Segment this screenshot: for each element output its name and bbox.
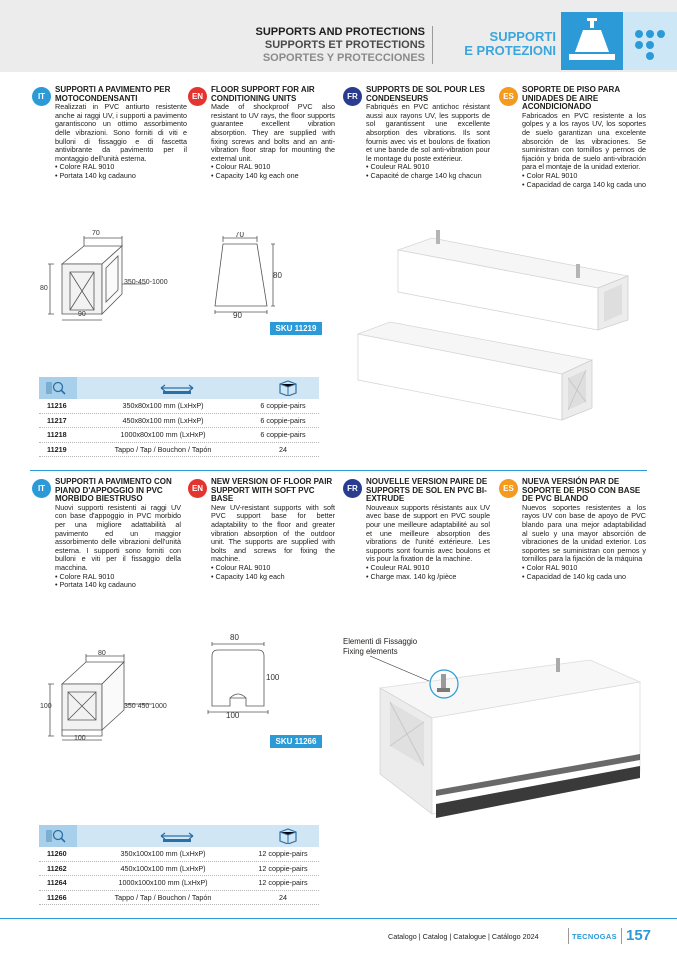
lang-badge-en: EN [188,479,207,498]
section2-product-photo [340,654,647,834]
section1-en-bullet-1: • Colour RAL 9010 [211,162,271,172]
section-titles [256,26,426,65]
package-icon [277,380,299,396]
section1-es-title: SOPORTE DE PISO PARA UNIDADES DE AIRE ACONDICIONADO [522,85,620,112]
section1-en-title: FLOOR SUPPORT FOR AIR CONDITIONING UNITS [211,85,315,103]
title-es: SOPORTES Y PROTECCIONES [262,52,425,64]
section1-en-bullet-2: • Capacity 140 kg each one [211,170,299,180]
dim-iso-top: 80 [98,650,106,657]
package-icon [277,828,299,844]
table-header-band [77,377,319,399]
dim-iso-length: 350-450-1000 [124,279,168,286]
dimensions-icon [157,829,197,843]
row-code: 11264 [47,878,67,887]
dim-front-side: 100 [266,673,280,682]
section2-fr-body: Nouveaux supports résistants aux UV avec base de support en PVC souple pour une meilleure adaptabilité au sol et une meilleure absorption des vibrations de l'unité extérieure. Les supports sont fournis avec boulons et vis pour la fixation de la machine. [366,502,490,564]
row-quantity: 12 coppie-pairs [258,863,308,873]
section1-it-bullet-1: • Colore RAL 9010 [55,162,115,172]
row-dimensions: 350x100x100 mm (LxHxP) [120,849,206,858]
row-dimensions: Tappo / Tap / Bouchon / Tapón [114,892,212,902]
section2-sku-tag: SKU 11266 [270,735,322,748]
lang-badge-es: ES [499,479,518,498]
section1-es-text [522,86,646,189]
row-dimensions: 350x80x100 mm (LxHxP) [122,401,204,410]
footer-divider [568,928,569,944]
table-header-band [77,825,319,847]
section2-es-body: Nuevos soportes resistentes a los rayos UV con base de apoyo de PVC blando para una mejor adaptabilidad al suelo y una mayor absorción de vibraciones de la unidad exterior. Los soportes se suministran con pernos y tornillos para la fijación de la máquina [522,502,646,564]
footer-brand: TECNOGAS [572,932,617,941]
section2-en-bullet-1: • Colour RAL 9010 [211,562,271,572]
row-quantity: 6 coppie-pairs [260,415,306,425]
code-search-icon [39,825,77,847]
dim-iso-base: 100 [74,735,86,742]
section2-en-body: New UV-resistant supports with soft PVC support base for better adaptability to the floor and greater vibration absorption of the outdoor unit. The supports are supplied with bolts and screws for fixing the machine. [211,502,335,564]
section2-es-bullet-1: • Color RAL 9010 [522,562,578,572]
hanging-support-icon [561,12,623,70]
category-line-2: E PROTEZIONI [464,43,556,58]
lang-badge-it: IT [32,479,51,498]
section1-it-text [55,86,187,181]
section-divider [30,470,647,471]
lang-badge-fr: FR [343,87,362,106]
fixing-elements-label-en: Fixing elements [343,647,398,656]
dim-front-base: 90 [233,311,242,320]
section2-it-text [55,478,181,590]
section2-it-body: Nuovi supporti resistenti ai raggi UV con base d'appoggio in PVC morbido per una migliore adattabilità al pavimento ed un maggior assorbimento delle vibrazioni dell'unità esterna. I supporti sono forniti con bulloni e viti per il fissaggio della macchina. [55,502,181,572]
lang-badge-fr: FR [343,479,362,498]
dim-front-side: 80 [273,271,282,280]
table-row [39,414,319,429]
section2-fr-bullet-1: • Couleur RAL 9010 [366,562,430,572]
table-header [39,825,319,847]
section1-es-body: Fabricados en PVC resistente a los golpes y a los rayos UV, los soportes de suelo garantizan una excelente absorción de las vibraciones. Se suministran con tornillos y pernos de fijación y brida de suelo anti-vibración para el montaje de la unidad exterior. [522,110,646,172]
table-row [39,891,319,906]
section1-front-drawing [205,232,300,324]
section1-fr-body: Fabriqués en PVC antichoc résistant aussi aux rayons UV, les supports de sol garantissent une excellente absorption des vibrations. Ils sont fournis avec vis et boulons de fixation et une bande de sol anti-vibration pour le montage du poste extérieur. [366,102,490,163]
section1-it-bullet-2: • Portata 140 kg cadauno [55,170,136,180]
lang-badge-en: EN [188,87,207,106]
row-quantity: 12 coppie-pairs [258,878,308,887]
row-code: 11217 [47,415,67,425]
table-row [39,862,319,877]
row-dimensions: 450x100x100 mm (LxHxP) [120,863,206,873]
fixing-elements-label-it: Elementi di Fissaggio [343,637,418,646]
section1-fr-title: SUPPORTS DE SOL POUR LES CONDENSEURS [366,85,485,103]
dimensions-icon [157,381,197,395]
section1-sku-tag: SKU 11219 [270,322,322,335]
row-quantity: 12 coppie-pairs [258,849,308,858]
section1-en-text [211,86,335,181]
section2-it-title: SUPPORTI A PAVIMENTO CON PIANO D'APPOGGIO IN PVC MORBIDO BIESTRUSO [55,477,172,504]
dim-iso-base: 90 [78,311,86,318]
dim-front-base: 100 [226,711,240,720]
row-code: 11216 [47,401,67,410]
table-row [39,847,319,862]
row-code: 11218 [47,430,67,439]
dim-iso-length: 350 450 1000 [124,703,167,710]
brand-dots-icon [623,12,677,70]
row-quantity: 6 coppie-pairs [260,401,306,410]
section1-product-photo [350,222,640,426]
dim-iso-top: 70 [92,230,100,237]
section1-it-title: SUPPORTI A PAVIMENTO PER MOTOCONDENSANTI [55,85,171,103]
section2-fr-title: NOUVELLE VERSION PAIRE DE SUPPORTS DE SOL EN PVC BI-EXTRUDE [366,477,488,504]
row-code: 11262 [47,863,67,873]
footer-line [0,918,677,919]
lang-badge-it: IT [32,87,51,106]
table-row [39,399,319,414]
section1-isometric-drawing [40,224,190,324]
table-row [39,876,319,891]
section1-table [39,377,319,457]
section2-es-title: NUEVA VERSIÓN PAR DE SOPORTE DE PISO CON BASE DE PVC BLANDO [522,477,641,504]
row-quantity: 24 [279,892,287,902]
footer-divider-2 [621,928,622,944]
title-fr: SUPPORTS ET PROTECTIONS [264,39,425,51]
section2-en-bullet-2: • Capacity 140 kg each [211,571,285,581]
table-row [39,443,319,458]
lang-badge-es: ES [499,87,518,106]
section2-en-text [211,478,335,581]
section1-es-bullet-2: • Capacidad de carga 140 kg cada uno [522,179,646,189]
section2-it-bullet-1: • Colore RAL 9010 [55,571,115,581]
category-title [436,30,556,58]
row-code: 11266 [47,892,67,902]
category-line-1: SUPPORTI [489,29,556,44]
dim-iso-side: 100 [40,703,52,710]
dim-front-top: 80 [230,633,239,642]
title-en: SUPPORTS AND PROTECTIONS [255,26,425,38]
page-header [0,0,677,72]
row-dimensions: Tappo / Tap / Bouchon / Tapón [114,444,212,454]
section1-fr-text [366,86,490,181]
section1-es-bullet-1: • Color RAL 9010 [522,170,578,180]
footer-catalog: Catalogo | Catalog | Catalogue | Catálogo 2024 [388,932,539,941]
section1-it-body: Realizzati in PVC antiurto resistente anche ai raggi UV, i supporti a pavimento garantiscono un ottimo assorbimento delle vibrazioni. Sono forniti di viti e bulloni di fissaggio e di fascetta antivibrante da pavimento per il montaggio dell'unità esterna. [55,102,187,163]
row-code: 11219 [47,444,67,454]
row-dimensions: 1000x80x100 mm (LxHxP) [120,430,206,439]
section2-it-bullet-2: • Portata 140 kg cadauno [55,580,136,590]
section2-es-bullet-2: • Capacidad de 140 kg cada uno [522,571,627,581]
section1-fr-bullet-1: • Couleur RAL 9010 [366,162,430,172]
row-dimensions: 1000x100x100 mm (LxHxP) [118,878,208,887]
section2-es-text [522,478,646,581]
section2-table [39,825,319,905]
dim-iso-side: 80 [40,285,48,292]
section2-front-drawing [200,632,300,724]
row-dimensions: 450x80x100 mm (LxHxP) [122,415,204,425]
section1-fr-bullet-2: • Capacité de charge 140 kg chacun [366,170,482,180]
section2-en-title: NEW VERSION OF FLOOR PAIR SUPPORT WITH SOFT PVC BASE [211,477,333,504]
section2-fr-text [366,478,490,581]
section2-isometric-drawing [40,648,190,744]
section2-fr-bullet-2: • Charge max. 140 kg /pièce [366,571,457,581]
section1-en-body: Made of shockproof PVC also resistant to UV rays, the floor supports guarantee excellent vibration absorption. They are supplied with fixing screws and bolts and an anti-vibration floor strap for mounting the external unit. [211,102,335,163]
row-quantity: 24 [279,444,287,454]
code-search-icon [39,377,77,399]
header-divider [432,26,433,64]
row-quantity: 6 coppie-pairs [260,430,306,439]
row-code: 11260 [47,849,67,858]
dim-front-top: 70 [235,232,244,239]
table-header [39,377,319,399]
table-row [39,428,319,443]
page-number: 157 [626,927,652,944]
